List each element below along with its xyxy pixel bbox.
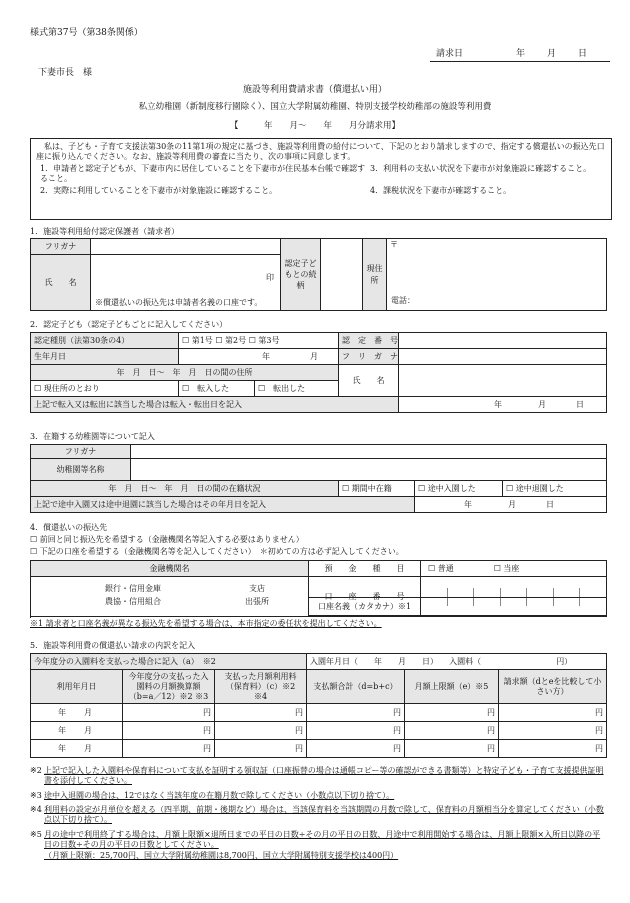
kg-furigana-field[interactable]: [131, 445, 607, 459]
row-c[interactable]: [215, 704, 307, 722]
guardian-name-note: ※償還払いの振込先は申請者名義の口座です。: [95, 298, 263, 307]
note-5: [30, 830, 605, 861]
row-month-mark: 月: [84, 743, 92, 753]
opt-enrolled-full[interactable]: ☐ 期間中在籍: [339, 481, 415, 497]
table-row: [31, 704, 607, 722]
note-4-mark: ※4: [30, 805, 42, 814]
cert-type-options[interactable]: ☐ 第1号 ☐ 第2号 ☐ 第3号: [179, 333, 339, 349]
col-monthly-cap: 月額上限額（e）※5: [405, 670, 499, 704]
yen-mark: 円: [203, 725, 211, 735]
claim-date-label: 請求日: [436, 49, 464, 59]
bank-name-label: 金融機関名: [31, 561, 309, 577]
addressee: 下妻市長 様: [38, 68, 93, 78]
row-e[interactable]: [405, 740, 499, 758]
row-c[interactable]: [215, 740, 307, 758]
guardian-name-field[interactable]: [91, 255, 281, 311]
cert-number-field[interactable]: [399, 333, 607, 349]
midway-date-field[interactable]: [415, 497, 607, 513]
yen-mark: 円: [393, 707, 401, 717]
row-b[interactable]: [123, 740, 215, 758]
row-b[interactable]: [123, 722, 215, 740]
bank-name-field[interactable]: [31, 577, 309, 617]
birth-year: 年: [262, 351, 270, 361]
entry-fee-yen: 円）: [556, 656, 573, 666]
row-e[interactable]: [405, 722, 499, 740]
section-3-heading: 3．在籍する幼稚園等について記入: [30, 432, 155, 441]
consent-2: 2．実際に利用していることを下妻市が対象施設に確認すること。: [40, 185, 278, 195]
birth-field[interactable]: [179, 349, 339, 365]
yen-mark: 円: [393, 725, 401, 735]
child-name-label: 氏 名: [339, 365, 399, 397]
note-4-text: 利用料の設定が月単位を超える（四半期、前期・後期など）場合は、当該保育料を当該期間の月数で除して、保育料の月額相当分を算定してください（小数点以下切り捨て）。: [44, 805, 604, 825]
entry-fee-field[interactable]: [307, 654, 607, 670]
opt-joined-midway[interactable]: ☐ 途中入園した: [415, 481, 503, 497]
note-3-mark: ※3: [30, 791, 42, 800]
yen-mark: 円: [595, 707, 604, 717]
midway-date-note: 上記で途中入園又は途中退園に該当した場合はその年月日を記入: [31, 497, 415, 513]
transfer-note: 上記で転入又は転出に該当した場合は転入・転出日を記入: [31, 397, 399, 413]
bank-opt-new[interactable]: ☐ 下記の口座を希望する（金融機関名等を記入してください） ＊初めての方は必ず記入してください。: [30, 547, 404, 556]
consent-box: [30, 138, 612, 220]
seal-mark: 印: [266, 273, 274, 282]
kg-name-field[interactable]: [131, 459, 607, 481]
claim-breakdown-table: [30, 653, 607, 758]
child-furigana-label: フ リ ガ ナ: [339, 349, 399, 365]
entry-fee-note: 今年度分の入園料を支払った場合に記入（a） ※2: [31, 654, 307, 670]
yen-mark: 円: [295, 743, 303, 753]
row-month[interactable]: [31, 704, 123, 722]
child-furigana-field[interactable]: [399, 349, 607, 365]
yen-mark: 円: [487, 743, 495, 753]
child-table: [30, 332, 607, 413]
deposit-current[interactable]: ☐ 当座: [493, 563, 520, 573]
row-year-mark: 年: [58, 743, 66, 753]
note-5-text: 月の途中で利用終了する場合は、月額上限額×退所日までの平日の日数÷その月の平日の日数、月途中で利用開始する場合は、月額上限額×入所日以降の平日の日数÷その月の平日の日数としてください。: [44, 830, 601, 850]
child-name-field[interactable]: [399, 365, 607, 397]
col-monthly-fee: 支払った月額利用料（保育料）（c）※2 ※4: [215, 670, 307, 704]
row-e[interactable]: [405, 704, 499, 722]
claim-date-underline: [430, 61, 610, 62]
row-month[interactable]: [31, 722, 123, 740]
deposit-type-options[interactable]: [421, 561, 607, 577]
form-number: 様式第37号（第38条関係）: [30, 28, 143, 38]
consent-1: 1．申請者と認定子どもが、下妻市内に居住していることを下妻市が住民基本台帳で確認すること。: [40, 163, 366, 184]
kg-furigana-label: フリガナ: [31, 445, 131, 459]
col-total-paid: 支払額合計（d=b+c）: [307, 670, 405, 704]
col-claim-amount: 請求額（dとeを比較して小さい方）: [499, 670, 607, 704]
yen-mark: 円: [295, 725, 303, 735]
note-2: [30, 766, 605, 787]
birth-label: 生年月日: [31, 349, 179, 365]
row-d[interactable]: [307, 722, 405, 740]
claim-date-month: 月: [547, 49, 557, 59]
note-1: ※1 請求者と口座名義が異なる振込先を希望する場合は、本市指定の委任状を提出してください。: [30, 619, 382, 628]
entry-fee-label: 入園料（: [449, 656, 482, 666]
consent-text: 私は、子ども・子育て支援法第30条の11第1項の規定に基づき、施設等利用費の給付について、下記のとおり請求しますので、指定する償還払いの振込先口座に振り込んでください。なお、施設等利用費の審査に当たり、次の事項に同意します。: [36, 142, 605, 162]
kindergarten-table: [30, 444, 607, 513]
bank-kinds-1: 銀行・信用金庫: [105, 584, 161, 593]
note-3-text: 途中入退園の場合は、12ではなく当該年度の在籍月数で除してください（小数点以下切り捨て）。: [44, 791, 395, 800]
address-label: 現住所: [363, 239, 387, 311]
transfer-day: 日: [576, 399, 584, 409]
midway-year: 年: [464, 499, 472, 509]
note-5-mark: ※5: [30, 830, 42, 839]
yen-mark: 円: [487, 707, 495, 717]
col-monthly-entry-fee: 今年度分の支払った入園料の月額換算額（b=a／12）※2 ※3: [123, 670, 215, 704]
cert-type-label: 認定種別（法第30条の4）: [31, 333, 179, 349]
guardian-furigana-field[interactable]: [91, 239, 281, 255]
claim-period: 【 年 月～ 年 月分請求用】: [229, 121, 400, 131]
account-holder-table: [308, 597, 607, 616]
row-month[interactable]: [31, 740, 123, 758]
enrollment-status-label: 年 月 日～ 年 月 日の間の在籍状況: [31, 481, 339, 497]
row-month-mark: 月: [84, 707, 92, 717]
relation-field[interactable]: [321, 239, 363, 311]
table-row: [31, 740, 607, 758]
entry-date-label: 入園年月日（ 年 月 日）: [310, 656, 438, 666]
note-5-limits: （月額上限額：25,700円、国立大学附属幼稚園は8,700円、国立大学附属特別支援学校は400円）: [44, 850, 399, 860]
transfer-date-field[interactable]: [399, 397, 607, 413]
transfer-year: 年: [494, 399, 502, 409]
opt-current-address[interactable]: ☐ 現住所のとおり: [31, 381, 179, 397]
note-2-text: 上記で記入した入園料や保育料について支払を証明する領収証（口座振替の場合は通帳コピー等の確認ができる書類等）と特定子ども・子育て支援提供証明書を添付してください。: [44, 766, 604, 786]
guardian-table: [30, 238, 607, 311]
bank-kinds-2: 農協・信用組合: [105, 597, 161, 606]
note-4: [30, 805, 605, 826]
branch-label-2: 出張所: [245, 597, 269, 606]
birth-month: 月: [310, 351, 318, 361]
period-address-label: 年 月 日～ 年 月 日の間の住所: [31, 365, 339, 381]
yen-mark: 円: [295, 707, 303, 717]
opt-left-midway[interactable]: ☐ 途中退園した: [503, 481, 607, 497]
address-field[interactable]: [387, 239, 607, 311]
yen-mark: 円: [203, 707, 211, 717]
section-4-heading: 4．償還払いの振込先: [30, 523, 108, 532]
section-1-heading: 1．施設等利用給付認定保護者（請求者）: [30, 227, 180, 236]
relation-label: 認定子どもとの続柄: [281, 239, 321, 311]
cert-number-label: 認 定 番 号: [339, 333, 399, 349]
note-3: [30, 791, 605, 801]
kg-name-label: 幼稚園等名称: [31, 459, 131, 481]
row-c[interactable]: [215, 722, 307, 740]
row-f[interactable]: [499, 722, 607, 740]
opt-moved-in[interactable]: ☐ 転入した: [179, 381, 255, 397]
account-number-label: 口 座 番 号: [309, 577, 421, 617]
yen-mark: 円: [595, 725, 604, 735]
account-holder-label: 口座名義（カタカナ）※1: [309, 598, 421, 616]
row-f[interactable]: [499, 740, 607, 758]
row-year-mark: 年: [58, 707, 66, 717]
row-f[interactable]: [499, 704, 607, 722]
row-year-mark: 年: [58, 725, 66, 735]
row-d[interactable]: [307, 704, 405, 722]
transfer-month: 月: [538, 399, 546, 409]
form-title: 施設等利用費請求書（償還払い用）: [242, 85, 387, 95]
branch-label: 支店: [249, 584, 265, 593]
yen-mark: 円: [595, 743, 604, 753]
account-holder-field[interactable]: [421, 598, 607, 616]
claim-date-year: 年: [516, 49, 526, 59]
yen-mark: 円: [203, 743, 211, 753]
note-2-mark: ※2: [30, 766, 42, 775]
row-d[interactable]: [307, 740, 405, 758]
postal-mark: 〒: [390, 240, 398, 249]
form-subtitle: 私立幼稚園（新制度移行園除く）、国立大学附属幼稚園、特別支援学校幼稚部の施設等利用費: [138, 102, 492, 112]
guardian-furigana-label: フリガナ: [31, 239, 91, 255]
midway-day: 日: [546, 499, 554, 509]
consent-4: 4．課税状況を下妻市が確認すること。: [370, 185, 512, 195]
deposit-normal[interactable]: ☐ 普通: [428, 563, 454, 573]
opt-moved-out[interactable]: ☐ 転出した: [255, 381, 339, 397]
section-5-heading: 5．施設等利用費の償還払い請求の内訳を記入: [30, 641, 196, 650]
yen-mark: 円: [487, 725, 495, 735]
guardian-name-label: 氏 名: [31, 255, 91, 311]
deposit-type-label: 預 金 種 目: [309, 561, 421, 577]
claim-date-day: 日: [578, 49, 588, 59]
row-month-mark: 月: [84, 725, 92, 735]
row-b[interactable]: [123, 704, 215, 722]
table-row: [31, 722, 607, 740]
section-2-heading: 2．認定子ども（認定子どもごとに記入してください）: [30, 320, 228, 329]
consent-3: 3．利用料の支払い状況を下妻市が対象施設に確認すること。: [370, 163, 592, 173]
bank-opt-same[interactable]: ☐ 前回と同じ振込先を希望する（金融機関名等記入する必要はありません）: [30, 535, 304, 544]
midway-month: 月: [508, 499, 516, 509]
col-usage-month: 利用年月日: [31, 670, 123, 704]
yen-mark: 円: [393, 743, 401, 753]
phone-label: 電話：: [391, 296, 415, 305]
